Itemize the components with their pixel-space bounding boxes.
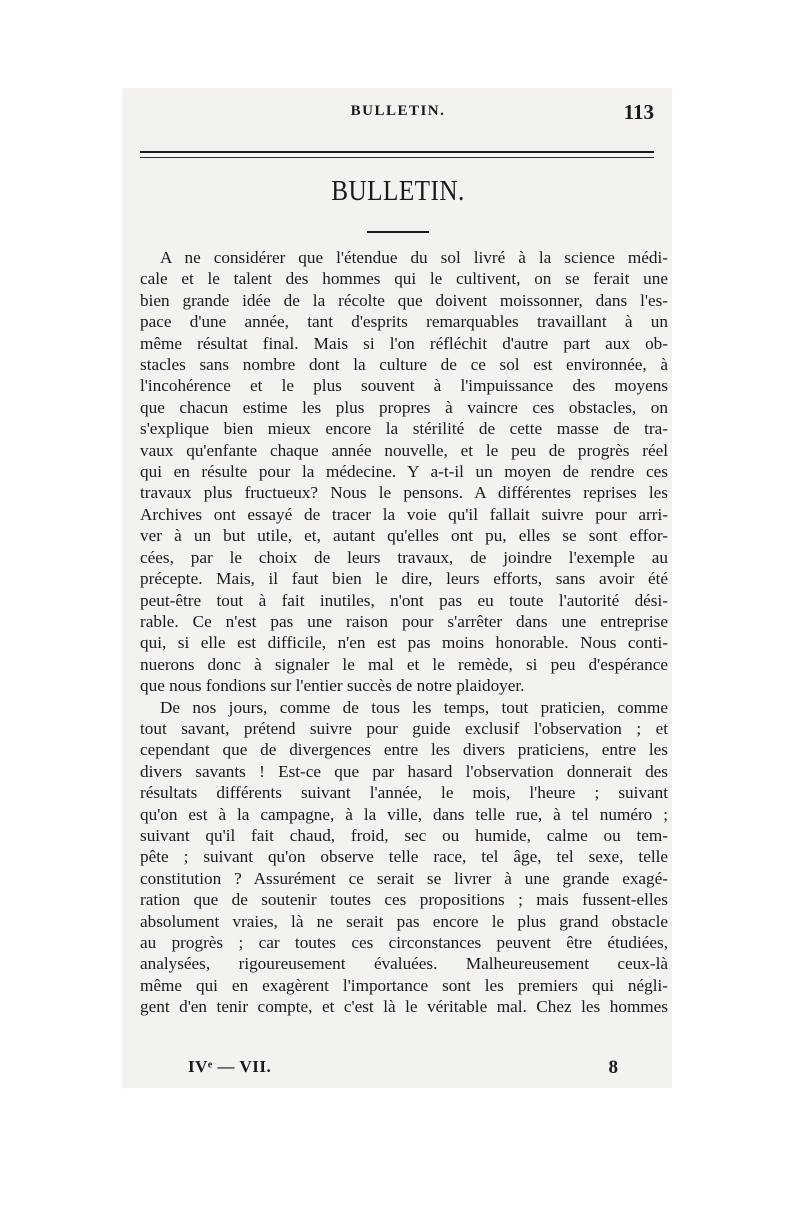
text-line: cependant que de divergences entre les divers praticiens, entre les	[140, 740, 668, 760]
body-text	[140, 247, 668, 1018]
text-line: travaux plus fructueux? Nous le pensons. A différentes reprises les	[140, 483, 668, 503]
text-line: tout savant, prétend suivre pour guide exclusif l'observation ; et	[140, 718, 668, 738]
text-line: qui en résulte pour la médecine. Y a-t-il un moyen de rendre ces	[140, 462, 668, 482]
text-line: pête ; suivant qu'on observe telle race, tel âge, tel sexe, telle	[140, 847, 668, 867]
text-line: ver à un but utile, et, autant qu'elles ont pu, elles se sont effor-	[140, 526, 668, 546]
text-line: qui, si elle est difficile, n'en est pas moins honorable. Nous conti-	[140, 633, 668, 653]
text-line: au progrès ; car toutes ces circonstances peuvent être étudiées,	[140, 933, 668, 952]
text-line: De nos jours, comme de tous les temps, tout praticien, comme	[160, 697, 668, 717]
text-line: stacles sans nombre dont la culture de ce sol est environnée, à	[140, 355, 668, 375]
text-line: peut-être tout à fait inutiles, n'ont pas eu toute l'autorité dési-	[140, 590, 668, 610]
text-line: résultats différents suivant l'année, le mois, l'heure ; suivant	[140, 783, 668, 803]
text-line: pace d'une année, tant d'esprits remarquables travaillant à un	[140, 312, 668, 332]
text-line: constitution ? Assurément ce serait se livrer à une grande exagé-	[140, 868, 668, 888]
title-rule	[367, 231, 429, 233]
text-line: A ne considérer que l'étendue du sol livré à la science médi-	[160, 248, 668, 267]
text-line: nuerons donc à signaler le mal et le remède, si peu d'espérance	[140, 654, 668, 674]
page-number: 113	[623, 100, 654, 124]
text-line: divers savants ! Est-ce que par hasard l'observation donnerait des	[140, 761, 668, 781]
text-line: que chacun estime les plus propres à vaincre ces obstacles, on	[140, 397, 668, 417]
page-footer	[140, 1057, 668, 1081]
text-line: vaux qu'enfante chaque année nouvelle, et le peu de progrès réel	[140, 440, 668, 460]
header-rule	[140, 151, 654, 158]
paragraph-1	[140, 247, 668, 697]
text-line: gent d'en tenir compte, et c'est là le véritable mal. Chez les hommes	[140, 997, 668, 1017]
text-line: absolument vraies, là ne serait pas encore le plus grand obstacle	[140, 911, 668, 931]
text-line: qu'on est à la campagne, à la ville, dans telle rue, à tel numéro ;	[140, 804, 668, 824]
text-line: Archives ont essayé de tracer la voie qu'il fallait suivre pour arri-	[140, 504, 668, 524]
text-line: bien grande idée de la récolte que doivent moissonner, dans l'es-	[140, 290, 668, 310]
text-line: même qui en exagèrent l'importance sont les premiers qui négli-	[140, 975, 668, 995]
text-line: précepte. Mais, il faut bien le dire, leurs efforts, sans avoir été	[140, 569, 668, 589]
text-line: ration que de soutenir toutes ces propositions ; mais fussent-elles	[140, 890, 668, 910]
running-head	[142, 100, 654, 127]
signature-mark: IVᵉ — VII.	[188, 1057, 272, 1076]
running-title: BULLETIN.	[350, 103, 446, 119]
sheet-number: 8	[608, 1057, 618, 1078]
text-line: l'incohérence et le plus souvent à l'impuissance des moyens	[140, 376, 668, 396]
text-line: suivant qu'il fait chaud, froid, sec ou humide, calme ou tem-	[140, 825, 668, 845]
text-line: cées, par le choix de leurs travaux, de joindre l'exemple au	[140, 547, 668, 567]
section-title: BULLETIN.	[331, 176, 465, 207]
text-line: analysées, rigoureusement évaluées. Malheureusement ceux-là	[140, 954, 668, 974]
paragraph-2	[140, 697, 668, 1018]
text-line: rable. Ce n'est pas une raison pour s'arrêter dans une entreprise	[140, 611, 668, 631]
text-line: cale et le talent des hommes qui le cultivent, on se ferait une	[140, 269, 668, 289]
text-line: s'explique bien mieux encore la stérilité de cette masse de tra-	[140, 419, 668, 439]
text-line: que nous fondions sur l'entier succès de notre plaidoyer.	[140, 676, 525, 696]
text-line: même résultat final. Mais si l'on réfléchit d'autre part aux ob-	[140, 333, 668, 353]
